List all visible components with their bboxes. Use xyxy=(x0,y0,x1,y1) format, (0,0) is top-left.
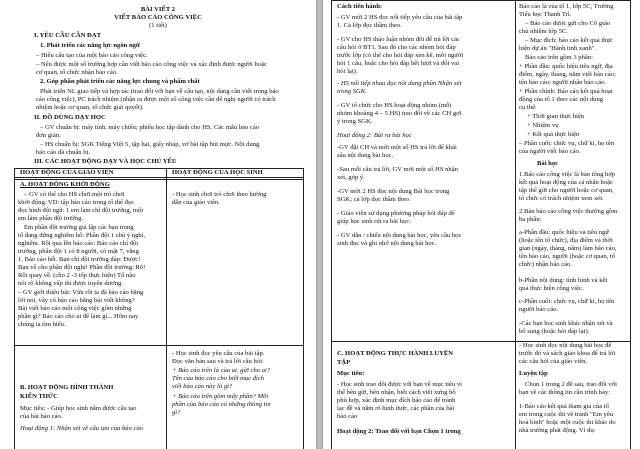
table-cell-line: hỏi lại). xyxy=(337,68,358,75)
subsection-heading: 2. Góp phần phát triển các năng lực chung và phẩm chất xyxy=(40,78,200,85)
table-cell-line: trưởng, phân đội 1 có 8 người, có mặt 7, vắng xyxy=(18,248,139,255)
text-line: – HS chuẩn bị: SGK Tiếng Việt 5, tập hai, giấy nháp, vở bài tập bút mực. Nội dung xyxy=(40,141,260,148)
activity-subheading: Hoạt động 1: Nhận xét về cấu tạo của báo cáo xyxy=(20,425,144,432)
table-cell-line: gian (ngày, tháng, năm) làm báo cáo, xyxy=(519,245,617,252)
table-cell-line: em trong cuộc thi vẽ tranh "Em yêu xyxy=(519,411,614,418)
table-cell-line: Mục tiêu: xyxy=(337,370,365,377)
table-cell-line: quả thực hiện công việc. xyxy=(519,285,584,292)
right-page xyxy=(323,0,640,449)
subsection-heading: 1. Phát triển các năng lực ngôn ngữ xyxy=(40,42,140,49)
table-cell-line: cụ thể: xyxy=(519,104,537,111)
table-cell-line: Bạn về cho phân đội nghỉ! Phần đội trưởng: Rõ! xyxy=(18,264,146,271)
table-cell-line: trong SGK. xyxy=(337,88,367,95)
table-cell-line: – Mục đích: báo cáo kết quả thực xyxy=(525,37,613,44)
section-heading: III. CÁC HOẠT ĐỘNG DẠY VÀ HỌC CHỦ YẾU xyxy=(34,158,177,165)
table-cell-line: – GV có thể cho HS chơi một trò chơi xyxy=(24,191,125,198)
table-cell-line: dẫn của giáo viên. xyxy=(172,199,220,206)
activity-subheading: Hoạt động 2: Bài ra bài học xyxy=(337,132,412,139)
table-cell-line: tên báo cáo; người nhận báo cáo. xyxy=(519,79,607,86)
table-cell-line: -GV mời 2 HS đọc nội dung Bài học trong xyxy=(337,188,450,195)
table-cell-line: 1. Cả lớp đọc thầm theo. xyxy=(337,22,402,29)
table-cell-line: nói rõ không vấp thì được tuyên dương. xyxy=(18,280,123,287)
table-cell-line: sâu nội dung bài học. xyxy=(337,152,394,159)
text-line: – GV chuẩn bị: máy tính, máy chiếu; phiếu học tập dành cho HS. Các mẫu báo cáo xyxy=(40,124,260,131)
page-gap xyxy=(316,0,323,449)
table-cell-line: 1.Báo cáo công việc là bản tổng hợp xyxy=(519,171,616,178)
table-cell-line: Đọc văn bản sau và trả lời câu hỏi: xyxy=(172,358,264,365)
table-cell-line: + Nhiệm vụ xyxy=(527,122,559,129)
table-cell-line: tập thể gửi cho người hoặc cơ quan, xyxy=(519,187,614,194)
table-cell-line: 1. Báo cáo hết. Bạn chỉ đội trưởng đáp: Được! xyxy=(18,256,141,263)
table-cell-line: các câu hỏi của giáo viên. xyxy=(519,358,588,365)
table-cell-line: tên báo cáo, người (hoặc cơ quan, tổ xyxy=(519,253,616,260)
text-line: cáo công việc), PC trách nhiệm (nhận ra được một số công việc cần để nghị người có trách xyxy=(36,96,276,103)
table-cell-line: báo cáo xyxy=(337,413,358,420)
table-cell-line: – GV giới thiệu bài: Vừa rồi ta đã báo cáo bằng xyxy=(18,289,144,296)
text-line: – Hiểu cấu tạo của một báo cáo công việc. xyxy=(36,52,148,59)
table-cell-line: ý trong SGK. xyxy=(337,118,373,125)
activity-heading: B. HOẠT ĐỘNG HÌNH THÀNH xyxy=(20,384,114,391)
lesson-number: BÀI VIẾT 2 xyxy=(140,6,176,13)
table-cell-line: em làm phần đội trưởng. xyxy=(18,215,84,222)
table-cell-line: tổ chức có trách nhiệm xem xét. xyxy=(519,195,604,202)
table-cell-line: nhóm khoảng 4 – 5 HS) trao đổi về các CH gợi xyxy=(337,110,462,117)
lesson-title: VIẾT BÁO CÁO CÔNG VIỆC xyxy=(114,14,202,21)
table-border xyxy=(166,168,167,449)
table-cell-line: Cách tiến hành: xyxy=(337,3,383,10)
table-cell-line: thể bên gửi, bên nhận, biết cách viết xưng hô xyxy=(337,389,456,396)
table-cell-line: của bài báo cáo. xyxy=(20,413,63,420)
table-cell-line: + Phần chính: Báo cáo kết quả hoạt xyxy=(519,88,613,95)
table-header: HOẠT ĐỘNG CỦA HỌC SINH xyxy=(172,169,263,176)
activity-subheading: Hoạt động 2: Trao đổi với bạn Chọn 1 trong xyxy=(337,428,461,435)
table-border xyxy=(515,0,516,449)
table-cell-line: + Báo cáo trên gồm mấy phần? Mỗi xyxy=(172,393,269,400)
table-cell-line: 2.Bản báo cáo công việc thường gồm xyxy=(519,208,618,215)
table-border xyxy=(14,168,15,449)
table-cell-line: - GV mời 2 HS đọc nối tiếp yêu cầu của bài tập xyxy=(337,14,463,21)
table-cell-line: -Sau mỗi câu trả lời, GV mời một số HS nhận xyxy=(337,166,458,173)
table-cell-line: hoà bình" hoặc một cuộc thi khác do xyxy=(519,419,616,426)
table-cell-line: - Học sinh trao đổi được với bạn về mục tiêu vi xyxy=(337,381,462,388)
table-cell-line: ba phần: xyxy=(519,216,542,223)
table-cell-line: viết báo cáo này là gì? xyxy=(172,383,233,390)
table-border xyxy=(14,177,304,180)
table-cell-line: sinh đọc và ghi nhớ nội dung bài học. xyxy=(337,240,437,247)
table-cell-line: chủ nhiệm lớp 5C. xyxy=(519,28,568,35)
table-cell-line: động của tổ 1 theo các nội dung xyxy=(519,96,604,103)
table-cell-line: lạc đề và nắm rõ hình thức, các phần của bài xyxy=(337,405,455,412)
table-cell-line: - GV dẫn / chiếu nội dung bài học, yêu cầu học xyxy=(337,232,462,239)
table-cell-line: khởi động. VD: tập báo cáo trong tổ thể đọc xyxy=(18,199,135,206)
table-cell-line: trước lớp (có thể cho hỏi đáp xen kẽ, mỗi người xyxy=(337,52,464,59)
table-border xyxy=(331,0,332,449)
table-border xyxy=(14,345,304,346)
table-cell-line: chức) nhận báo cáo. xyxy=(519,261,573,268)
activity-heading: A. HOẠT ĐỘNG KHỞI ĐỘNG xyxy=(20,181,110,188)
table-cell-line: kết quả hoạt động của cá nhân hoặc xyxy=(519,179,613,186)
table-cell-line: – Phần cuối: chức vụ, chữ kí, họ tên xyxy=(519,140,615,147)
table-cell-line: Báo cáo là của tổ 1, lớp 5C, Trường xyxy=(519,3,614,10)
table-cell-line: Tên của báo cáo cho biết mục đích xyxy=(172,375,265,382)
table-cell-line: chúng ta tìm hiểu. xyxy=(18,321,66,328)
table-cell-line: bạn về các thông tin cần trình bày: xyxy=(519,389,610,396)
table-cell-line: + Phần đầu: quốc hiệu tiêu ngữ, địa xyxy=(519,63,613,70)
table-cell-line: + Kết quả thực hiện xyxy=(527,131,580,138)
table-cell-line: - Giáo viên sử dụng phương pháp hỏi đáp để xyxy=(337,210,455,217)
table-cell-line: - Học sinh đọc yêu cầu của bài tập. xyxy=(172,350,265,357)
table-cell-line: trước đó và sách giáo khoa để trả lời xyxy=(519,350,616,357)
table-cell-line: Em phần đội trưởng giả lập các bạn trong xyxy=(24,224,134,231)
section-heading: I. YÊU CẦU CẦN ĐẠT xyxy=(34,32,101,39)
table-cell-line: b-Phần nội dung: tình hình và kết xyxy=(519,277,608,284)
table-cell-line: Mục tiêu: - Giúp học sinh nắm được cấu tạo xyxy=(20,405,137,412)
table-cell-line: -GV đặt CH và mời một số HS trả lời để khái xyxy=(337,144,457,151)
section-heading: II. ĐỒ DÙNG DẠY HỌC xyxy=(34,114,106,121)
table-cell-line: Rồi quay về. (cho 2 -3 tốp thực hiện) Tổ nào xyxy=(18,272,136,279)
table-cell-line: - Học sinh đọc nội dung bài học để xyxy=(519,342,612,349)
table-cell-line: nghiêm. Rồi qua lên báo cáo: Báo cáo chỉ đội xyxy=(18,240,139,247)
table-border xyxy=(331,0,631,1)
lesson-duration: (1 tiết) xyxy=(149,22,167,29)
table-cell-line: câu hỏi ở BT1. Sau đó cho các nhóm hỏi đáp xyxy=(337,44,456,51)
table-cell-line: + Báo cáo trên là của ai, gửi cho ai? xyxy=(172,367,271,374)
table-border xyxy=(303,168,304,449)
table-cell-line: – Báo cáo được gửi cho Cô giáo xyxy=(525,20,611,27)
table-cell-line: điểm, ngày, tháng, năm viết báo cáo; xyxy=(519,71,616,78)
practice-heading: Luyện tập xyxy=(519,370,548,377)
table-header: HOẠT ĐỘNG CỦA GIÁO VIÊN xyxy=(20,169,114,176)
activity-heading: TẬP xyxy=(337,359,351,366)
text-line: Phát triển NL giao tiếp và hợp tác (trao đổi với bạn về cấu tạo, nội dung cần viết trong báo xyxy=(40,88,279,95)
table-cell-line: hiện dự án "Hành tinh xanh". xyxy=(519,45,597,52)
text-line: nhiệm hoặc cơ quan, tổ chức giải quyết). xyxy=(36,104,144,111)
text-line: báo cáo đã chuẩn bị. xyxy=(36,149,91,156)
table-cell-line: hỏi 1 câu, hoặc cho hỏi đáp hết lượt và đổi vai xyxy=(337,60,460,67)
table-cell-line: 1-Báo cáo kết quả tham gia của tổ xyxy=(519,403,609,410)
table-cell-line: xét, góp ý. xyxy=(337,174,365,181)
left-page xyxy=(0,0,316,449)
activity-heading: C. HOẠT ĐỘNG THỰC HÀNH LUYỆN xyxy=(337,350,454,357)
table-cell-line: - Học sinh chơi trò chơi theo hướng xyxy=(172,191,267,198)
table-border xyxy=(630,0,631,449)
table-cell-line: - GV tổ chức cho HS hoạt động nhóm (mỗi xyxy=(337,102,452,109)
table-cell-line: Báo cáo trên gồm 3 phần: xyxy=(525,54,593,61)
lesson-heading: Bài học xyxy=(537,160,559,167)
text-line: – Nêu được một số trường hợp cần viết báo cáo công việc và xác định được người hoặc xyxy=(36,61,267,68)
table-cell-line: phần gì? Báo cáo cho ai để làm gì... Hôm nay xyxy=(18,313,139,320)
activity-heading: KIẾN THỨC xyxy=(20,393,58,400)
table-cell-line: Bài viết báo cáo một công việc gồm những xyxy=(18,305,132,312)
table-cell-line: bổ sung (hoặc hỏi đáp lại). xyxy=(519,328,590,335)
text-line: cơ quan, tổ chức nhận báo cáo. xyxy=(36,69,118,76)
table-cell-line: nhà trường phát động. Ví dụ: xyxy=(519,427,596,434)
table-cell-line: - GV cho HS thảo luận nhóm đôi để trả lời các xyxy=(337,36,460,43)
table-cell-line: (hoặc tên tổ chức), địa điểm và thời xyxy=(519,237,613,244)
table-cell-line: giúp học sinh rút ra bài học: xyxy=(337,218,411,225)
text-line: đơn giản. xyxy=(36,132,61,139)
table-cell-line: lời nói, vậy có báo cáo bằng bài viết không? xyxy=(18,297,135,304)
table-cell-line: phù hợp, xác định mục đích báo cáo để tránh xyxy=(337,397,456,404)
table-cell-line: tổ đang đứng nghiêm hô: Phần đội 1 chú ý nghỉ, xyxy=(18,232,146,239)
table-cell-line: đọc hình đội ngũ: 1 em làm chỉ đội trưởng, một xyxy=(18,207,144,214)
table-cell-line: - HS nối tiếp nhau đọc nội dung phần Nhận xét xyxy=(337,80,462,87)
table-cell-line: a-Phần đầu: quốc hiệu và tiêu ngữ xyxy=(519,229,610,236)
table-cell-line: của người viết báo cáo. xyxy=(519,148,581,155)
table-cell-line: người báo cáo. xyxy=(519,306,559,313)
table-cell-line: gì? xyxy=(172,409,181,416)
table-cell-line: Tiểu học Thanh Trì. xyxy=(519,11,572,18)
table-cell-line: phần của báo cáo có những thông tin xyxy=(172,401,271,408)
table-cell-line: Chọn 1 trong 2 đề sau, trao đổi với xyxy=(525,381,617,388)
table-cell-line: c-Phần cuối: chức vụ, chữ kí, họ tên xyxy=(519,298,615,305)
table-cell-line: SGK; cả lớp đọc thầm theo. xyxy=(337,196,411,203)
table-cell-line: + Thời gian thực hiện xyxy=(527,113,585,120)
table-cell-line: -Các bạn học sinh khác nhận xét và xyxy=(519,320,613,327)
